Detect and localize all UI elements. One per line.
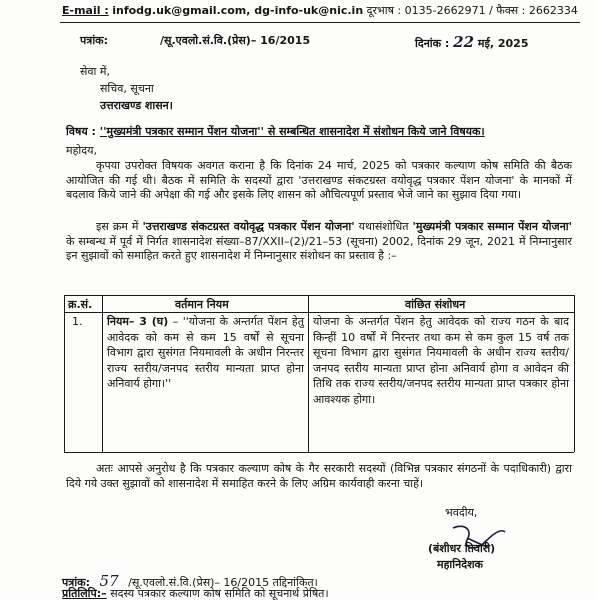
table-header-proposed: वांछित संशोधन [405, 298, 466, 311]
ref-label: पत्रांक: [80, 34, 109, 47]
footer-ref-handwritten: 57 [99, 572, 119, 590]
table-col-divider-2 [308, 295, 309, 452]
ref-number: /सू.एवलो.सं.वि.(प्रेस)– 16/2015 [160, 34, 311, 47]
paragraph-1: कृपया उपरोक्त विषयक अवगत कराना है कि दिनांक 24 मार्च, 2025 को पत्रकार कल्याण कोष समिति की बैठक आयोजित की गई थी। बैठक में समिति के सदस्यों द्वारा 'उत्तराखण्ड संकटग्रस्त वयोवृद्ध पत्रकार पेंशन योजना' के मानकों में बदलाव किये जाने की अपेक्षा की गई और इसके लिए शासन को औचित्यपूर्ण प्रस्ताव भेजे जाने का सुझाव दिया गया। [66, 159, 572, 201]
row-sno: 1. [72, 315, 83, 328]
address-line2: उत्तराखण्ड शासन। [100, 99, 173, 112]
copy-line [62, 586, 329, 601]
subject-line [66, 124, 485, 139]
paragraph-2 [66, 220, 572, 264]
footer-ref-rest: /सू.एवलो.सं.वि.(प्रेस)– 16/2015 तद्दिनांकित। [128, 576, 318, 589]
fax-number: 2662334 [528, 4, 578, 17]
date-label: दिनांक : [415, 37, 450, 50]
date-handwritten: 22 [453, 33, 475, 51]
table-header-border [64, 312, 574, 313]
rule-current-text: – ''योजना के अन्तर्गत पेंशन हेतु आवेदक को कम से कम 15 वर्षों से सूचना विभाग द्वारा सुसंगत नियमावली के अधीन निरन्तर राज्य स्तरीय/जनपद स्तरीय मान्यता प्राप्त होना अनिवार्य होगा।'' [107, 315, 305, 390]
para2-middle: यथासंशोधित [358, 220, 409, 233]
phone-label: दूरभाष : [366, 4, 402, 17]
email-label: E-mail : [62, 4, 109, 17]
table-right-border [574, 295, 575, 452]
salutation: महोदय, [66, 144, 97, 157]
letterhead-rule [60, 22, 580, 23]
row-current-rule [107, 314, 304, 392]
address-line1: सचिव, सूचना [100, 82, 154, 95]
address-seva: सेवा में, [80, 65, 110, 78]
paragraph-3: अतः आपसे अनुरोध है कि पत्रकार कल्याण कोष के गैर सरकारी सदस्यों (विभिन्न पत्रकार संगठनों के पदाधिकारी) द्वारा दिये गये उक्त सुझावों को शासनादेश में समाहित करने के लिए अग्रिम कार्यवाही करना चाहें। [66, 462, 572, 490]
closing: भवदीय, [445, 506, 478, 519]
table-bottom-border [64, 452, 574, 453]
table-left-border [64, 295, 65, 452]
para2-new-scheme-name: 'मुख्यमंत्री पत्रकार सम्मान पेंशन योजना' [412, 220, 573, 233]
subject-label: विषय : [66, 125, 96, 138]
footer-ref-label: पत्रांक: [62, 576, 91, 589]
para2-scheme-name: 'उत्तराखण्ड संकटग्रस्त वयोवृद्ध पत्रकार पेंशन योजना' [142, 220, 355, 233]
copy-text: सदस्य पत्रकार कल्याण कोष समिति को सूचनार्थ प्रेषित। [110, 587, 329, 600]
row-proposed-rule: योजना के अन्तर्गत पेंशन हेतु आवेदक को राज्य गठन के बाद किन्हीं 10 वर्षों में निरन्तर तथा कम से कम कुल 15 वर्ष तक सूचना विभाग द्वारा सुसंगत नियमावली के अधीन राज्य स्तरीय/जनपद स्तरीय मान्यता प्राप्त होना अनिवार्य होगा व आवेदन की तिथि तक राज्य स्तरीय/जनपद स्तरीय मान्यता प्राप्त पत्रकार होना आवश्यक होगा। [313, 315, 569, 406]
para2-end: के सम्बन्ध में पूर्व में निर्गत शासनादेश संख्या–87/XXII–(2)/21–53 (सूचना) 2002, दिनांक 29 जून, 2021 में निम्नानुसार इन सुझावों को समाहित करते हुए शासनादेश में निम्नानुसार संशोधन का प्रस्ताव है :– [66, 234, 572, 262]
table-top-border [64, 295, 574, 296]
table-header-current: वर्तमान नियम [175, 298, 229, 311]
copy-label: प्रतिलिपि:– [62, 587, 107, 600]
rule-label: नियम– 3 (घ) [107, 315, 169, 328]
date-rest: मई, 2025 [477, 37, 529, 50]
letterhead-contact [62, 3, 578, 18]
email-addresses: infodg.uk@gmail.com, dg-info-uk@nic.in [112, 4, 364, 17]
subject-text: ''मुख्यमंत्री पत्रकार सम्मान पेंशन योजना'' से सम्बन्धित शासनादेश में संशोधन किये जाने विषयक। [99, 125, 485, 138]
date-line [415, 33, 529, 51]
table-col-divider-1 [102, 295, 103, 452]
signatory-designation: महानिदेशक [437, 558, 483, 571]
table-header-sno: क्र.सं. [68, 298, 93, 311]
phone-number: 0135-2662971 [404, 4, 486, 17]
para2-start: इस क्रम में [96, 220, 139, 233]
signatory-name: (बंशीधर तिवारी) [428, 542, 496, 555]
fax-label: / फैक्स : [489, 4, 526, 17]
